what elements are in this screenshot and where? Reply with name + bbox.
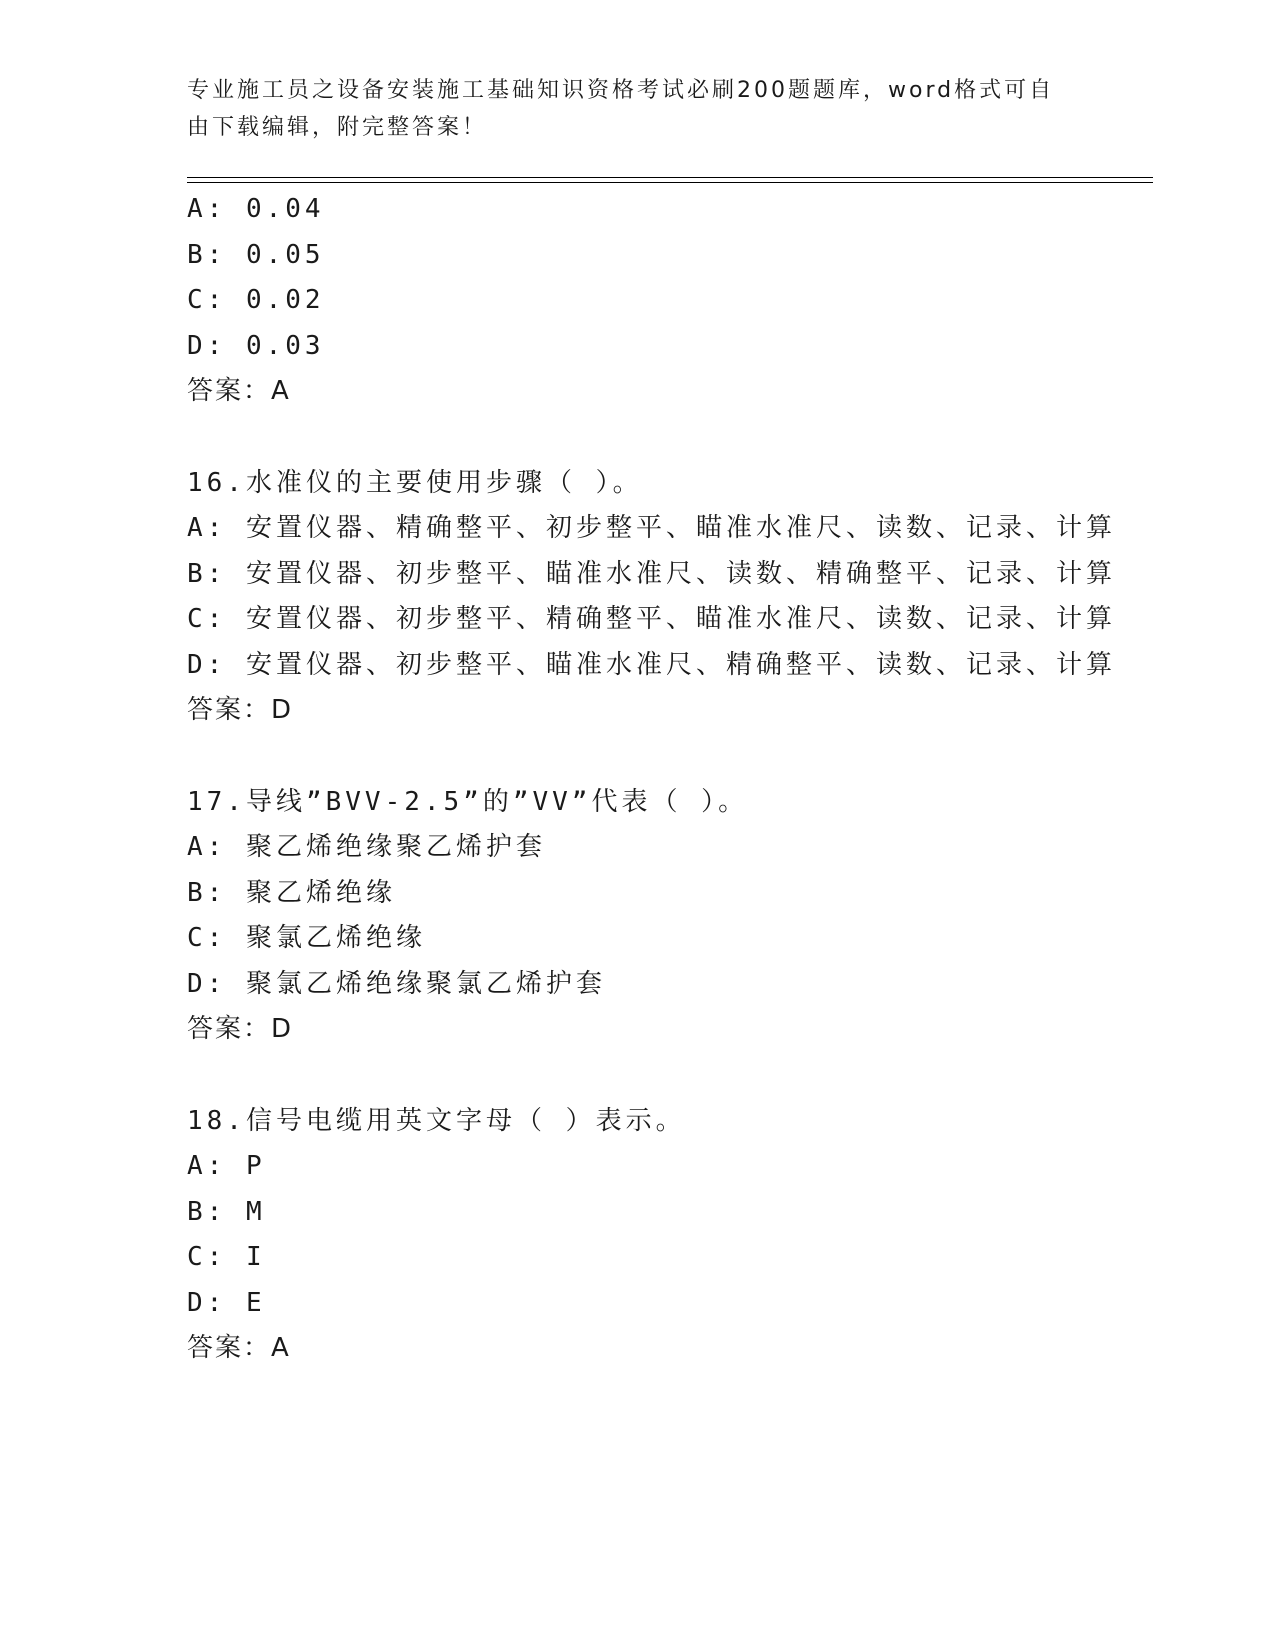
document-header <box>187 72 1067 146</box>
question-stem: 18.信号电缆用英文字母（ ）表示。 <box>187 1105 686 1136</box>
header-title: 专业施工员之设备安装施工基础知识资格考试必刷200题题库，word格式可自由下载编辑，附完整答案！ <box>187 78 1055 140</box>
option-c: C: 聚氯乙烯绝缘 <box>187 923 426 953</box>
question-stem: 16.水准仪的主要使用步骤（ ）。 <box>187 467 643 498</box>
question-16 <box>187 461 1147 734</box>
question-15-tail <box>187 187 1147 415</box>
option-c: C: 安置仪器、初步整平、精确整平、瞄准水准尺、读数、记录、计算 <box>187 604 1116 634</box>
question-17 <box>187 780 1147 1053</box>
answer: 答案：D <box>187 1014 294 1044</box>
option-a: A: P <box>187 1151 266 1181</box>
option-d: D: E <box>187 1287 266 1318</box>
header-rule-bottom <box>187 182 1153 183</box>
answer: 答案：A <box>187 1333 291 1363</box>
question-stem: 17.导线”BVV-2.5”的”VV”代表（ ）。 <box>187 786 749 817</box>
option-a: A: 0.04 <box>187 194 325 224</box>
spacer <box>187 415 1147 461</box>
option-d: D: 聚氯乙烯绝缘聚氯乙烯护套 <box>187 968 606 999</box>
question-18 <box>187 1099 1147 1372</box>
answer: 答案：A <box>187 376 291 406</box>
option-b: B: 安置仪器、初步整平、瞄准水准尺、读数、精确整平、记录、计算 <box>187 558 1116 589</box>
spacer <box>187 1053 1147 1099</box>
option-b: B: M <box>187 1196 266 1227</box>
option-b: B: 0.05 <box>187 239 325 270</box>
answer: 答案：D <box>187 695 294 725</box>
option-c: C: 0.02 <box>187 285 325 315</box>
option-a: A: 安置仪器、精确整平、初步整平、瞄准水准尺、读数、记录、计算 <box>187 513 1116 543</box>
option-d: D: 0.03 <box>187 330 325 361</box>
option-b: B: 聚乙烯绝缘 <box>187 877 396 908</box>
question-list <box>187 187 1147 1372</box>
option-a: A: 聚乙烯绝缘聚乙烯护套 <box>187 832 546 862</box>
option-c: C: I <box>187 1242 266 1272</box>
option-d: D: 安置仪器、初步整平、瞄准水准尺、精确整平、读数、记录、计算 <box>187 649 1116 680</box>
header-rule-top <box>187 177 1153 178</box>
spacer <box>187 734 1147 780</box>
